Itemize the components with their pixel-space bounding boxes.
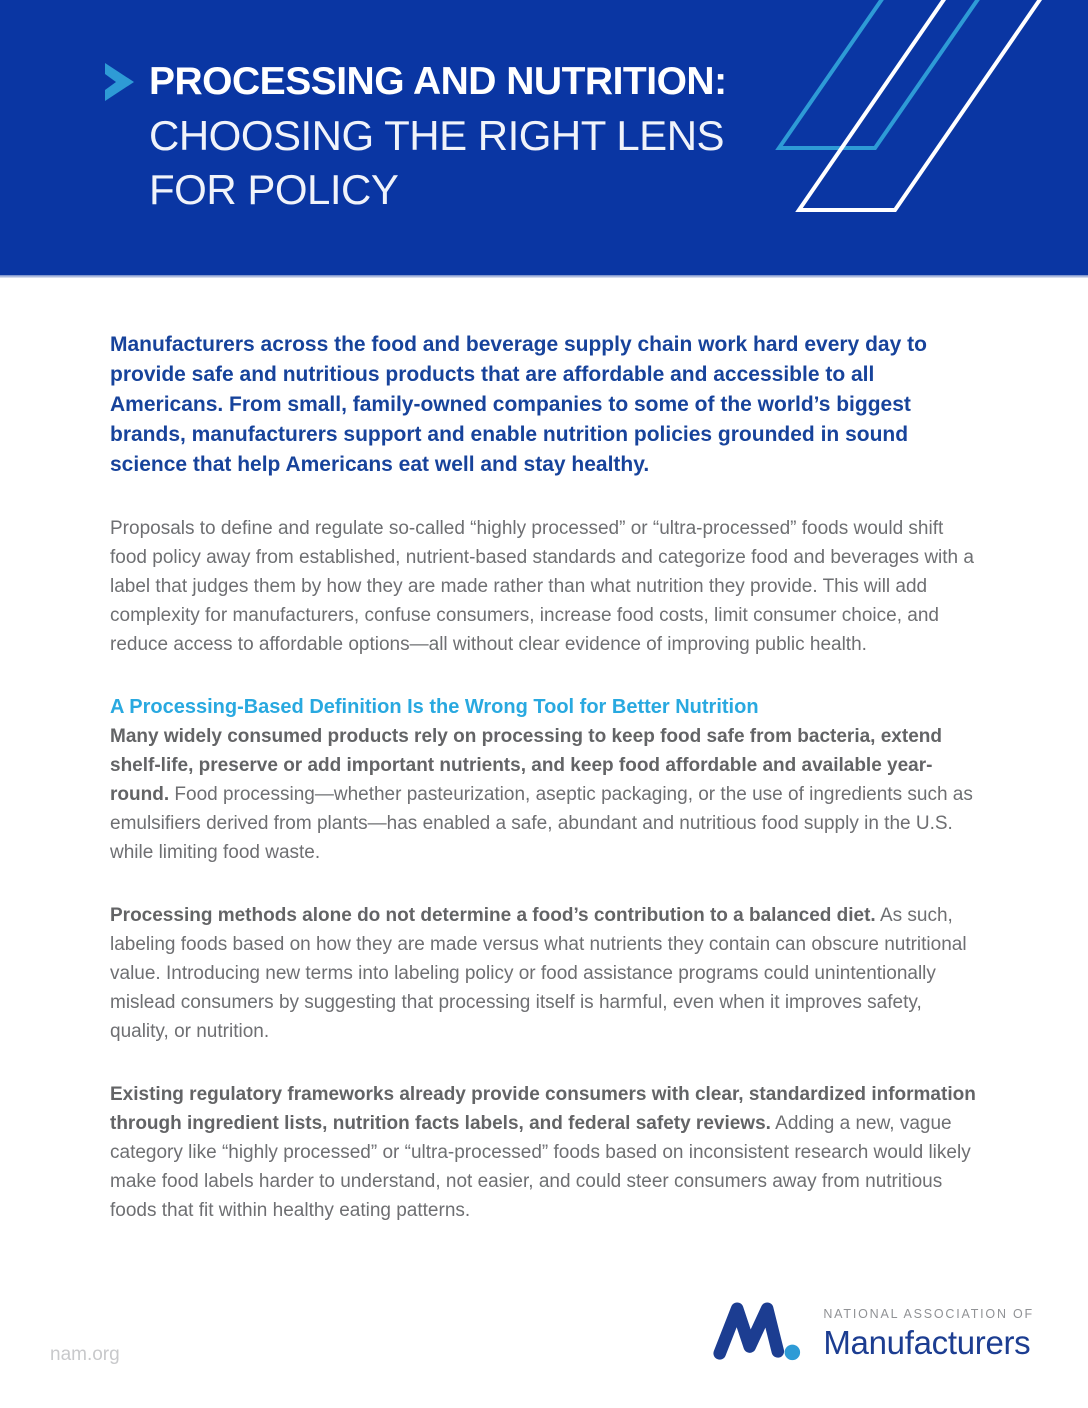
proposals-paragraph: Proposals to define and regulate so-called “highly processed” or “ultra-processed” foods would shift food policy away from established, nutrient-based standards and categorize food and beverages with a label that judges them by how they are made rather than what nutrition they provide. This will add complexity for manufacturers, confuse consumers, increase food costs, limit consumer choice, and reduce access to affordable options—all without clear evidence of improving public health. [110,518,974,655]
processing-paragraph-bold: Many widely consumed products rely on processing to keep food safe from bacteria, extend shelf-life, preserve or add important nutrients, and keep food affordable and available year-round. [110,726,942,805]
website-url: nam.org [50,1344,120,1365]
methods-paragraph-rest: As such, labeling foods based on how they are made versus what nutrients they contain can obscure nutritional value. Introducing new terms into labeling policy or food assistance programs could unintentionally mislead consumers by suggesting that processing itself is harmful, even when it improves safety, quality, or nutrition. [110,905,967,1042]
intro-paragraph: Manufacturers across the food and beverage supply chain work hard every day to provide safe and nutritious products that are affordable and accessible to all Americans. From small, family-owned companies to some of the world’s biggest brands, manufacturers support and enable nutrition policies grounded in sound science that help Americans eat well and stay healthy. [110,333,927,476]
frameworks-paragraph-bold: Existing regulatory frameworks already provide consumers with clear, standardized information through ingredient lists, nutrition facts labels, and federal safety reviews. [110,1084,976,1134]
section-heading: A Processing-Based Definition Is the Wrong Tool for Better Nutrition [110,696,759,718]
nam-logo-m-icon [711,1300,803,1364]
frameworks-paragraph-rest: Adding a new, vague category like “highly processed” or “ultra-processed” foods based on inconsistent research would likely make food labels harder to understand, not easier, and could steer consumers away from nutritious foods that fit within healthy eating patterns. [110,1113,971,1221]
methods-paragraph-bold: Processing methods alone do not determine a food’s contribution to a balanced diet. [110,905,876,926]
page-title-line3: FOR POLICY [149,166,399,213]
page-title-line1: PROCESSING AND NUTRITION: [149,60,727,103]
processing-paragraph [110,722,985,867]
nam-logo [711,1300,1034,1364]
document-title [103,55,727,217]
nam-logo-text [823,1307,1034,1364]
chevron-icon [103,62,137,102]
nam-logo-org-small: NATIONAL ASSOCIATION OF [823,1307,1034,1321]
page-title-line2: CHOOSING THE RIGHT LENS [149,112,725,159]
processing-paragraph-rest: Food processing—whether pasteurization, aseptic packaging, or the use of ingredients such as emulsifiers derived from plants—has enabled a safe, abundant and nutritious food supply in the U.S. while limiting food waste. [110,784,973,863]
nam-logo-org-large: Manufacturers [823,1324,1031,1361]
title-row [103,55,727,109]
document-body [0,278,1088,1225]
methods-paragraph [110,901,985,1046]
frameworks-paragraph [110,1080,985,1225]
processing-definition-section [110,693,985,867]
header-banner [0,0,1088,275]
